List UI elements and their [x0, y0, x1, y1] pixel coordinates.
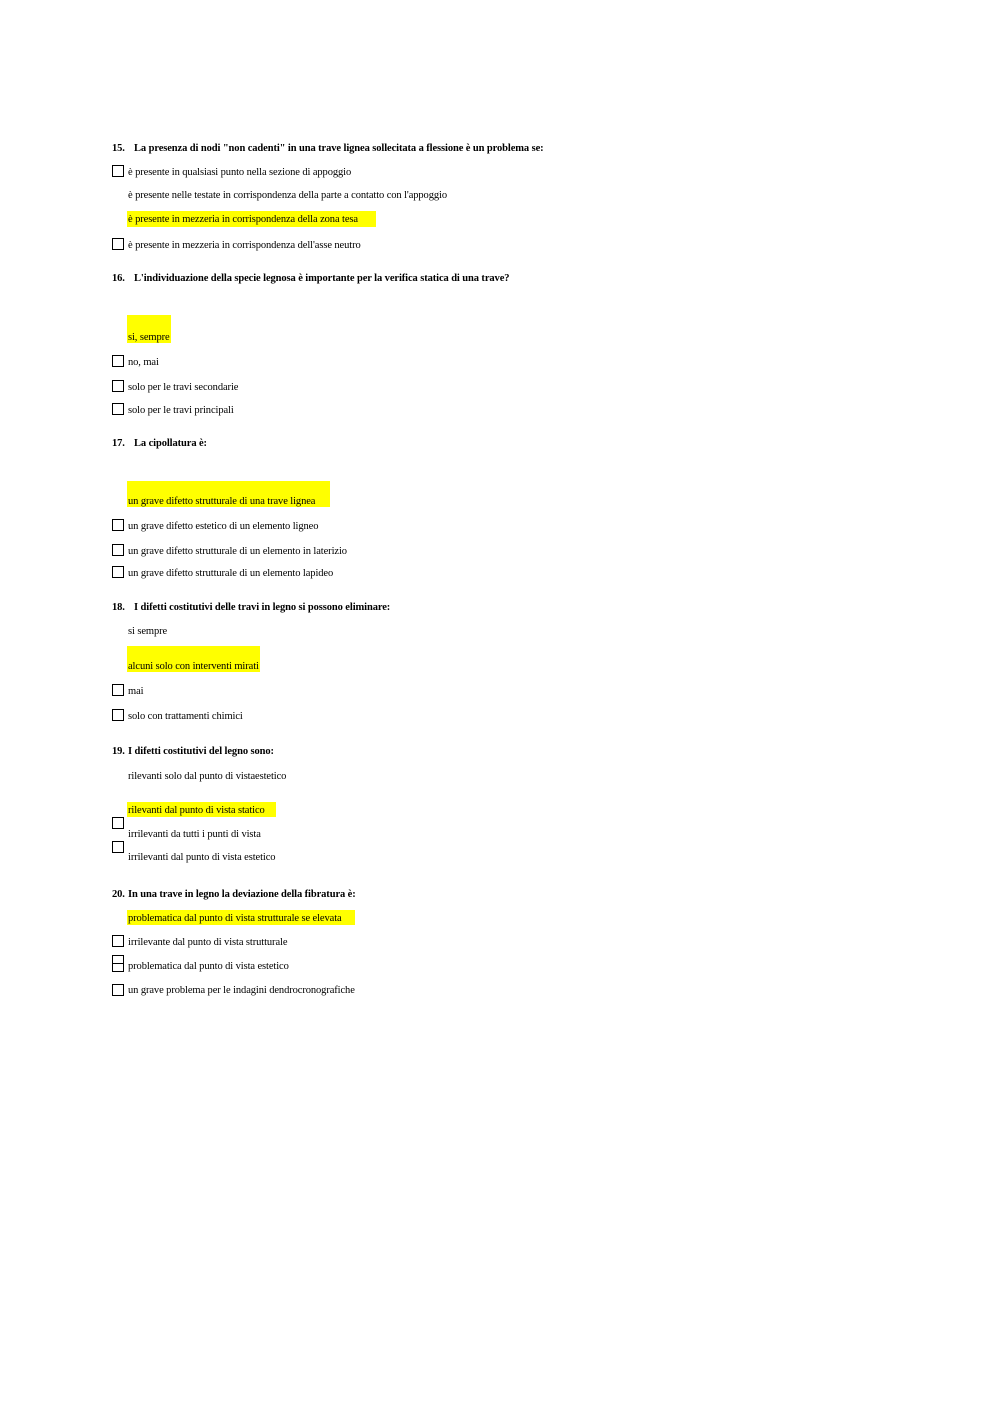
q15-option-1-label: è presente in qualsiasi punto nella sezione di appoggio — [128, 167, 352, 178]
question-number: 15. — [112, 143, 125, 154]
question-text: In una trave in legno la deviazione della fibratura è: — [128, 889, 356, 900]
q16-option-3-label: solo per le travi secondarie — [128, 382, 239, 393]
question-text: L'individuazione della specie legnosa è importante per la verifica statica di una trave? — [134, 273, 510, 284]
q17-option-4-label: un grave difetto strutturale di un elemento lapideo — [128, 568, 334, 579]
page-header-mark — [489, 0, 500, 1]
question-number: 18. — [112, 602, 125, 613]
q18-option-3-checkbox[interactable] — [112, 684, 124, 696]
q15-option-2-label: è presente nelle testate in corrispondenza della parte a contatto con l'appoggio — [128, 190, 447, 201]
q15-option-1-checkbox[interactable] — [112, 165, 124, 177]
question-number: 16. — [112, 273, 125, 284]
q20-option-4-label: un grave problema per le indagini dendrocronografiche — [128, 985, 355, 996]
q16-option-1-label: si, sempre — [128, 332, 170, 343]
question-16-title — [112, 273, 509, 284]
q18-option-3-label: mai — [128, 686, 144, 697]
q16-option-3-checkbox[interactable] — [112, 380, 124, 392]
q18-option-4-checkbox[interactable] — [112, 709, 124, 721]
q17-option-3-label: un grave difetto strutturale di un elemento in laterizio — [128, 546, 347, 557]
question-18-title — [112, 602, 390, 613]
q16-option-2-checkbox[interactable] — [112, 355, 124, 367]
q19-option-3-label: irrilevanti da tutti i punti di vista — [128, 829, 261, 840]
q17-option-4-checkbox[interactable] — [112, 566, 124, 578]
q15-option-4-checkbox[interactable] — [112, 238, 124, 250]
question-19-title — [112, 746, 274, 757]
q15-option-4-label: è presente in mezzeria in corrispondenza dell'asse neutro — [128, 240, 361, 251]
q20-option-4-checkbox[interactable] — [112, 984, 124, 996]
question-number: 20. — [112, 889, 125, 900]
question-15-title — [112, 143, 544, 154]
q16-option-2-label: no, mai — [128, 357, 159, 368]
q19-option-3-checkbox[interactable] — [112, 817, 124, 829]
q20-option-3-label: problematica dal punto di vista estetico — [128, 961, 289, 972]
q19-option-1-label: rilevanti solo dal punto di vistaestetico — [128, 771, 287, 782]
q18-option-2-label: alcuni solo con interventi mirati — [128, 661, 259, 672]
q20-option-3-checkbox[interactable] — [112, 955, 124, 972]
question-17-title — [112, 438, 207, 449]
question-text: La cipollatura è: — [134, 438, 207, 449]
question-text: I difetti costitutivi del legno sono: — [128, 746, 274, 757]
question-text: La presenza di nodi "non cadenti" in una trave lignea sollecitata a flessione è un problema se: — [134, 143, 544, 154]
q17-option-2-label: un grave difetto estetico di un elemento ligneo — [128, 521, 319, 532]
q20-option-2-checkbox[interactable] — [112, 935, 124, 947]
question-20-title — [112, 889, 356, 900]
q20-option-2-label: irrilevante dal punto di vista strutturale — [128, 937, 288, 948]
q18-option-1-label: si sempre — [128, 626, 168, 637]
q19-option-2-label: rilevanti dal punto di vista statico — [128, 805, 265, 816]
q15-option-3-label: è presente in mezzeria in corrispondenza della zona tesa — [128, 214, 358, 225]
question-number: 17. — [112, 438, 125, 449]
q19-option-4-label: irrilevanti dal punto di vista estetico — [128, 852, 276, 863]
q16-option-4-checkbox[interactable] — [112, 403, 124, 415]
q17-option-2-checkbox[interactable] — [112, 519, 124, 531]
q17-option-3-checkbox[interactable] — [112, 544, 124, 556]
question-number: 19. — [112, 746, 125, 757]
q19-option-4-checkbox[interactable] — [112, 841, 124, 853]
q20-option-1-label: problematica dal punto di vista strutturale se elevata — [128, 913, 342, 924]
question-text: I difetti costitutivi delle travi in legno si possono eliminare: — [134, 602, 391, 613]
q18-option-4-label: solo con trattamenti chimici — [128, 711, 243, 722]
q17-option-1-label: un grave difetto strutturale di una trave lignea — [128, 496, 316, 507]
q16-option-4-label: solo per le travi principali — [128, 405, 234, 416]
